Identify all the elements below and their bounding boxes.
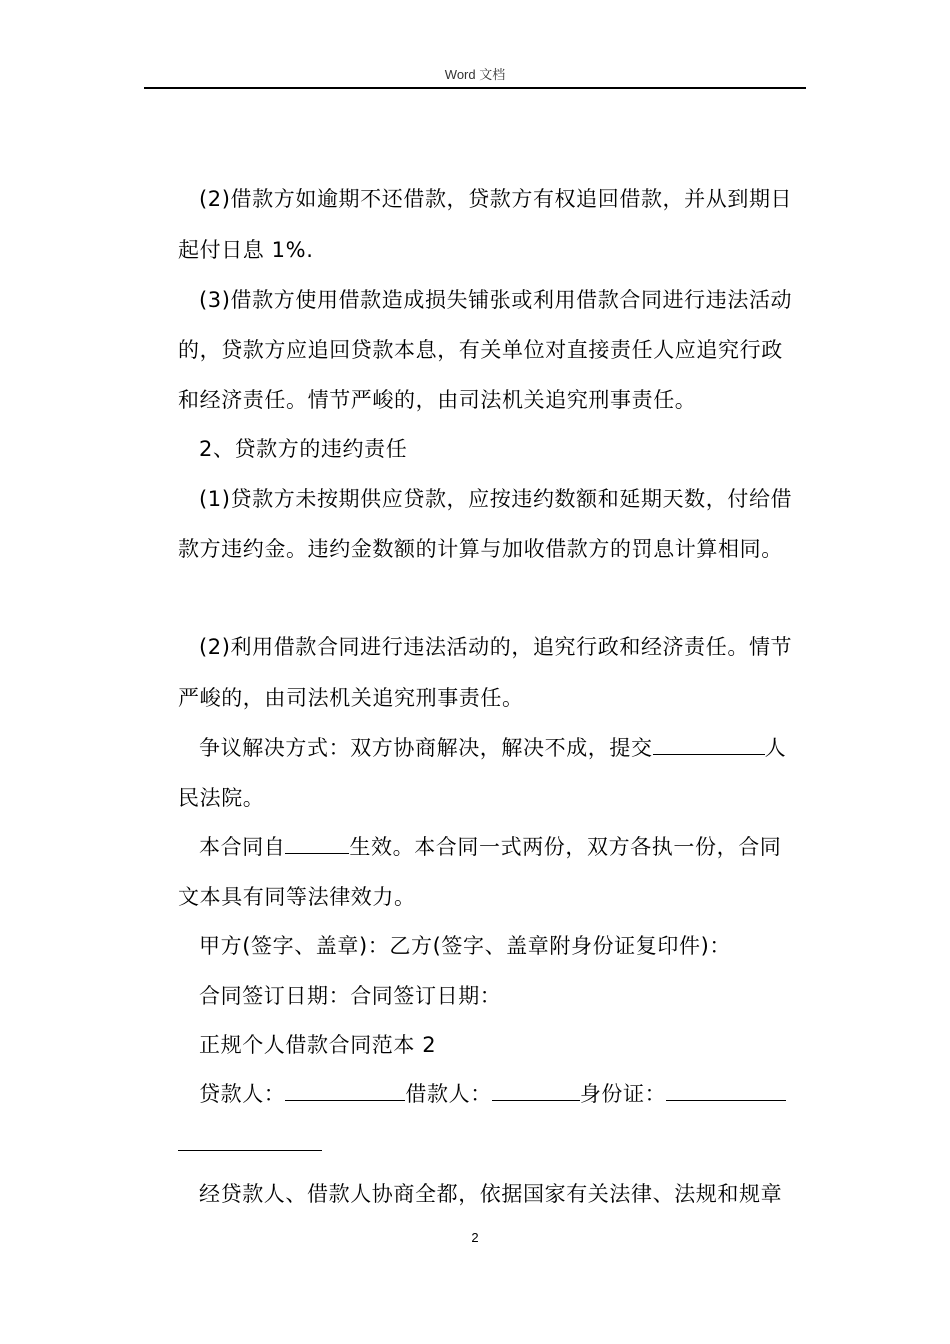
fill-in-blank-court (653, 732, 765, 755)
paragraph-line: 款方违约金。违约金数额的计算与加收借款方的罚息计算相同。 (178, 537, 783, 561)
paragraph-line: 和经济责任。情节严峻的，由司法机关追究刑事责任。 (178, 388, 697, 412)
paragraph-line: 民法院。 (178, 786, 265, 810)
paragraph-line: (2)利用借款合同进行违法活动的，追究行政和经济责任。情节 (199, 635, 793, 659)
paragraph-line-with-blank (178, 723, 825, 773)
fill-in-blank-id-continued (178, 1128, 322, 1151)
paragraph-line: 文本具有同等法律效力。 (178, 885, 416, 909)
paragraph-line-with-blank (178, 822, 825, 872)
paragraph-line: 经贷款人、借款人协商全都，依据国家有关法律、法规和规章 (199, 1182, 783, 1206)
fill-in-blank-lender (285, 1078, 405, 1101)
paragraph-line: 的，贷款方应追回贷款本息，有关单位对直接责任人应追究行政 (178, 338, 783, 362)
page-number: 2 (471, 1230, 479, 1245)
paragraph-text: 人 (764, 736, 787, 760)
fill-in-blank-borrower (492, 1078, 580, 1101)
paragraph-text: 本合同自 (199, 835, 286, 859)
fill-in-blank-effective-date (285, 831, 349, 854)
paragraph-line: (3)借款方使用借款造成损失铺张或利用借款合同进行违法活动 (199, 288, 793, 312)
signature-line: 甲方(签字、盖章)：乙方(签字、盖章附身份证复印件)： (199, 934, 731, 958)
paragraph-line: (1)贷款方未按期供应贷款，应按违约数额和延期天数，付给借 (199, 487, 793, 511)
parties-line-continued (178, 1119, 804, 1169)
borrower-label: 借款人： (405, 1082, 492, 1106)
id-label: 身份证： (579, 1082, 667, 1106)
signing-date-line: 合同签订日期：合同签订日期： (199, 984, 502, 1008)
page-header: Word 文档 (444, 67, 506, 82)
document-subtitle: 正规个人借款合同范本 2 (199, 1033, 437, 1057)
header-divider (144, 87, 806, 89)
paragraph-line: 起付日息 1%. (178, 238, 314, 262)
paragraph-text: 生效。本合同一式两份，双方各执一份，合同 (349, 835, 782, 859)
fill-in-blank-id (666, 1078, 786, 1101)
paragraph-line: (2)借款方如逾期不还借款，贷款方有权追回借款，并从到期日 (199, 187, 793, 211)
paragraph-line: 严峻的，由司法机关追究刑事责任。 (178, 686, 524, 710)
parties-line (178, 1069, 825, 1119)
paragraph-text: 争议解决方式：双方协商解决，解决不成，提交 (199, 736, 653, 760)
section-heading: 2、贷款方的违约责任 (199, 437, 408, 461)
lender-label: 贷款人： (199, 1082, 286, 1106)
